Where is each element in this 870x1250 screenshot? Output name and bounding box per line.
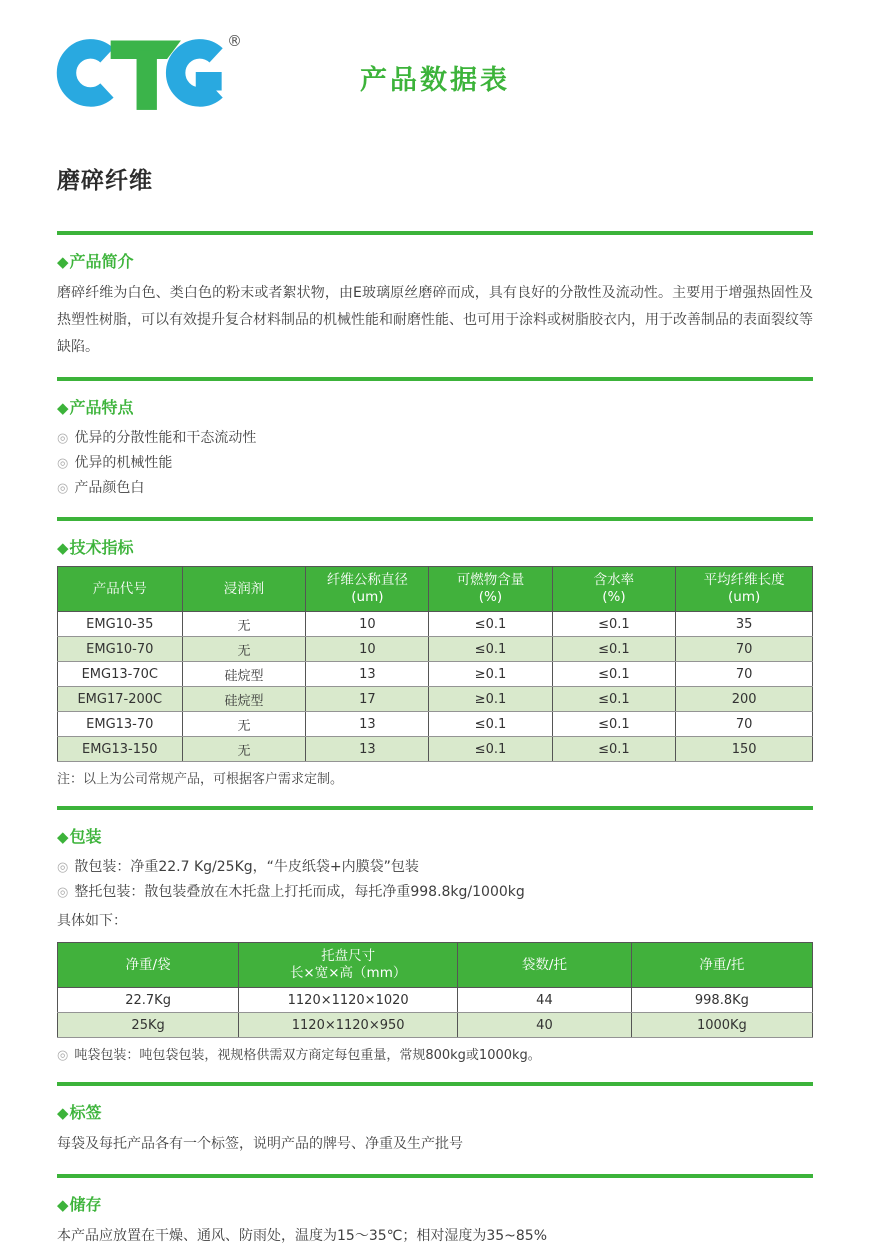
section-title-text: 技术指标 [69,538,134,557]
section-title-packaging [57,824,813,847]
cell: 25Kg [58,1013,239,1038]
cell: ≤0.1 [552,737,676,762]
cell: 硅烷型 [182,662,306,687]
section-title-storage [57,1192,813,1215]
section-divider [57,231,813,235]
diamond-icon: ◆ [57,828,69,846]
diamond-icon: ◆ [57,1104,69,1122]
table-row [58,712,813,737]
diamond-icon: ◆ [57,1196,69,1214]
product-title: 磨碎纤维 [57,168,153,194]
packaging-text: 整托包装：散包装叠放在木托盘上打托而成，每托净重998.8kg/1000kg [74,884,525,900]
cell: ≤0.1 [552,612,676,637]
col-header: 浸润剂 [182,567,306,612]
packaging-note-text: 吨袋包装：吨包袋包装，视规格供需双方商定每包重量，常规800kg或1000kg。 [74,1048,541,1063]
cell: 1120×1120×950 [239,1013,458,1038]
section-title-text: 标签 [69,1103,102,1122]
cell: EMG13-70 [58,712,183,737]
section-divider [57,1082,813,1086]
col-header: 含水率 (%) [552,567,676,612]
section-divider [57,806,813,810]
col-header: 袋数/托 [458,943,632,988]
cell: 40 [458,1013,632,1038]
packaging-header-row [58,943,813,988]
cell: EMG13-70C [58,662,183,687]
cell: ≤0.1 [429,737,552,762]
feature-item [57,476,813,501]
feature-text: 优异的机械性能 [74,455,173,471]
registered-mark: ® [227,33,242,51]
cell: ≤0.1 [429,712,552,737]
diamond-icon: ◆ [57,539,69,557]
label-text: 每袋及每托产品各有一个标签，说明产品的牌号、净重及生产批号 [57,1136,463,1152]
section-title-text: 产品特点 [69,398,134,417]
circle-bullet-icon: ◎ [57,1048,69,1063]
col-header: 纤维公称直径 (um) [306,567,429,612]
cell: 70 [676,712,813,737]
cell: EMG13-150 [58,737,183,762]
cell: ≤0.1 [429,637,552,662]
section-title-text: 包装 [69,827,102,846]
cell: 无 [182,712,306,737]
table-row [58,637,813,662]
section-divider [57,517,813,521]
page-content [0,162,870,1250]
circle-bullet-icon: ◎ [57,481,69,496]
intro-text: 磨碎纤维为白色、类白色的粉末或者絮状物，由E玻璃原丝磨碎而成，具有良好的分散性及流动性。主要用于增强热固性及热塑性树脂，可以有效提升复合材料制品的机械性能和耐磨性能、也可用于涂料或树脂胶衣内，用于改善制品的表面裂纹等缺陷。 [57,285,813,355]
col-header: 托盘尺寸 长×宽×高（mm） [239,943,458,988]
cell: ≤0.1 [429,612,552,637]
diamond-icon: ◆ [57,253,69,271]
cell: 无 [182,637,306,662]
cell: EMG10-70 [58,637,183,662]
section-title-features [57,395,813,418]
table-row [58,988,813,1013]
cell: 1000Kg [631,1013,812,1038]
packaging-note [57,1046,813,1066]
feature-item [57,426,813,451]
packaging-item [57,880,813,905]
section-title-intro [57,249,813,272]
table-row [58,612,813,637]
feature-item [57,451,813,476]
section-divider [57,1174,813,1178]
circle-bullet-icon: ◎ [57,431,69,446]
cell: 200 [676,687,813,712]
cell: ≥0.1 [429,687,552,712]
cell: ≤0.1 [552,712,676,737]
section-title-text: 产品简介 [69,252,134,271]
cell: 10 [306,637,429,662]
storage-text: 本产品应放置在干燥、通风、防雨处，温度为15～35℃；相对湿度为35~85% [57,1228,548,1244]
cell: ≤0.1 [552,687,676,712]
table-row [58,1013,813,1038]
cell: 70 [676,637,813,662]
section-title-text: 储存 [69,1195,102,1214]
cell: 13 [306,662,429,687]
col-header: 平均纤维长度 (um) [676,567,813,612]
cell: 35 [676,612,813,637]
cell: 无 [182,612,306,637]
cell: 无 [182,737,306,762]
cell: ≥0.1 [429,662,552,687]
specs-table [57,566,813,762]
packaging-subtitle: 具体如下： [57,913,127,929]
col-header: 产品代号 [58,567,183,612]
specs-header-row [58,567,813,612]
circle-bullet-icon: ◎ [57,456,69,471]
cell: 998.8Kg [631,988,812,1013]
feature-text: 优异的分散性能和干态流动性 [74,430,257,446]
cell: EMG10-35 [58,612,183,637]
circle-bullet-icon: ◎ [57,885,69,900]
cell: ≤0.1 [552,662,676,687]
packaging-text: 散包装：净重22.7 Kg/25Kg，“牛皮纸袋+内膜袋”包装 [74,859,419,875]
section-divider [57,377,813,381]
cell: ≤0.1 [552,637,676,662]
doc-title: 产品数据表 [360,65,510,96]
cell: 13 [306,712,429,737]
feature-text: 产品颜色白 [74,480,145,496]
section-title-specs [57,535,813,558]
packaging-table [57,942,813,1038]
section-title-label [57,1100,813,1123]
cell: 1120×1120×1020 [239,988,458,1013]
col-header: 可燃物含量 (%) [429,567,552,612]
cell: 17 [306,687,429,712]
cell: 70 [676,662,813,687]
cell: 150 [676,737,813,762]
table-row [58,662,813,687]
circle-bullet-icon: ◎ [57,860,69,875]
packaging-item [57,855,813,880]
cell: EMG17-200C [58,687,183,712]
col-header: 净重/袋 [58,943,239,988]
cell: 硅烷型 [182,687,306,712]
cell: 22.7Kg [58,988,239,1013]
cell: 10 [306,612,429,637]
specs-note: 注：以上为公司常规产品，可根据客户需求定制。 [57,772,344,787]
diamond-icon: ◆ [57,399,69,417]
table-row [58,737,813,762]
col-header: 净重/托 [631,943,812,988]
cell: 13 [306,737,429,762]
table-row [58,687,813,712]
cell: 44 [458,988,632,1013]
page-header [0,0,870,118]
